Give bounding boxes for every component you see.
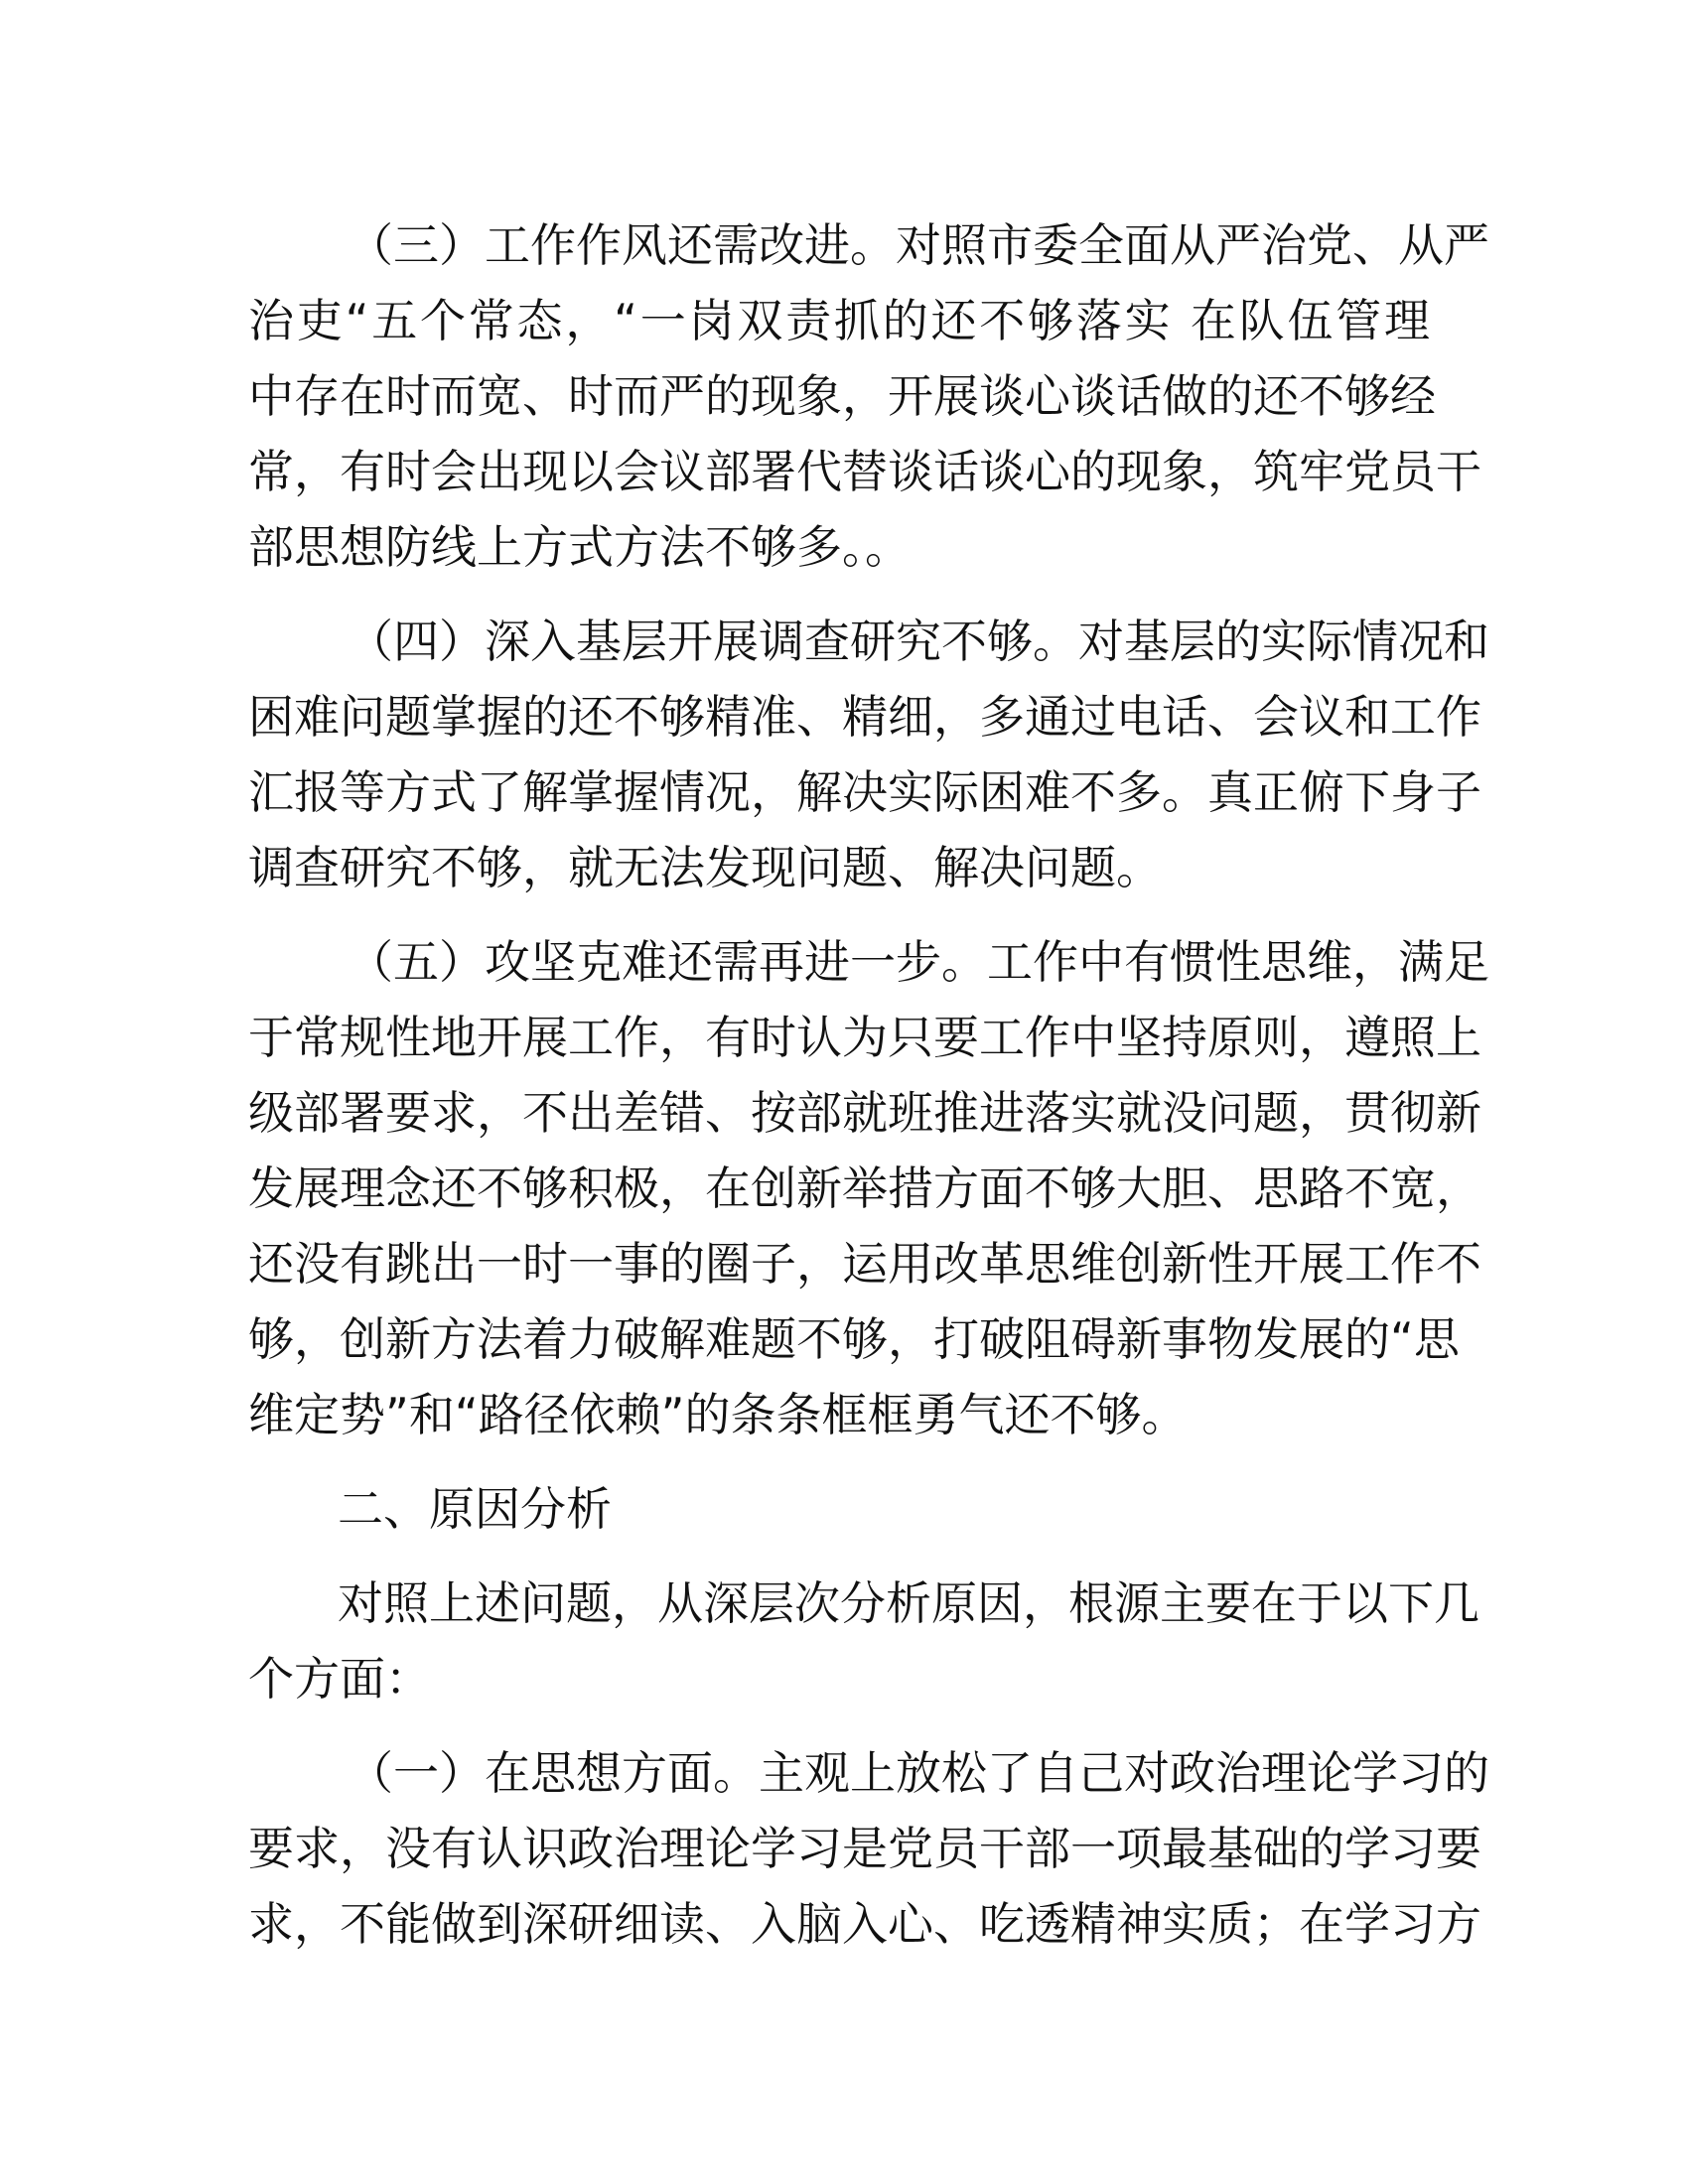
paragraph — [248, 924, 1489, 1452]
paragraph — [248, 1735, 1489, 1962]
text-line: （五）攻坚克难还需再进一步。工作中有惯性思维，满足 — [348, 935, 1489, 989]
text-line: 中存在时而宽、时而严的现象，开展谈心谈话做的还不够经 — [248, 369, 1436, 423]
text-line: （四）深入基层开展调查研究不够。对基层的实际情况和 — [348, 614, 1489, 668]
text-line: （一）在思想方面。主观上放松了自己对政治理论学习的 — [348, 1746, 1489, 1800]
text-line: 调查研究不够，就无法发现问题、解决问题。 — [248, 841, 1162, 894]
text-line: 汇报等方式了解掌握情况，解决实际困难不多。真正俯下身子 — [248, 765, 1481, 819]
paragraph — [248, 1566, 1479, 1716]
paragraph — [248, 1471, 1430, 1547]
text-line: 治吏“五个常态，“一岗双责抓的还不够落实 在队伍管理 — [248, 294, 1430, 347]
text-line: 发展理念还不够积极，在创新举措方面不够大胆、思路不宽， — [248, 1161, 1481, 1215]
text-line: 部思想防线上方式方法不够多。。 — [248, 520, 911, 574]
document-page — [248, 207, 1489, 1980]
text-line: 对照上述问题，从深层次分析原因，根源主要在于以下几 — [338, 1576, 1479, 1630]
text-line: 要求，没有认识政治理论学习是党员干部一项最基础的学习要 — [248, 1822, 1481, 1875]
text-line: 维定势”和“路径依赖”的条条框框勇气还不够。 — [248, 1388, 1188, 1441]
text-line: 求，不能做到深研细读、入脑入心、吃透精神实质；在学习方 — [248, 1897, 1481, 1951]
text-line: （三）工作作风还需改进。对照市委全面从严治党、从严 — [348, 218, 1489, 272]
text-line: 二、原因分析 — [338, 1482, 612, 1536]
paragraph — [248, 604, 1489, 905]
text-line: 还没有跳出一时一事的圈子，运用改革思维创新性开展工作不 — [248, 1237, 1481, 1291]
text-line: 级部署要求，不出差错、按部就班推进落实就没问题，贯彻新 — [248, 1086, 1481, 1140]
text-line: 够，创新方法着力破解难题不够，打破阻碍新事物发展的“思 — [248, 1312, 1460, 1366]
text-line: 于常规性地开展工作，有时认为只要工作中坚持原则，遵照上 — [248, 1011, 1481, 1064]
text-line: 个方面： — [248, 1652, 431, 1706]
paragraph — [248, 207, 1489, 585]
text-line: 常，有时会出现以会议部署代替谈话谈心的现象，筑牢党员干 — [248, 445, 1481, 498]
text-line: 困难问题掌握的还不够精准、精细，多通过电话、会议和工作 — [248, 690, 1481, 744]
